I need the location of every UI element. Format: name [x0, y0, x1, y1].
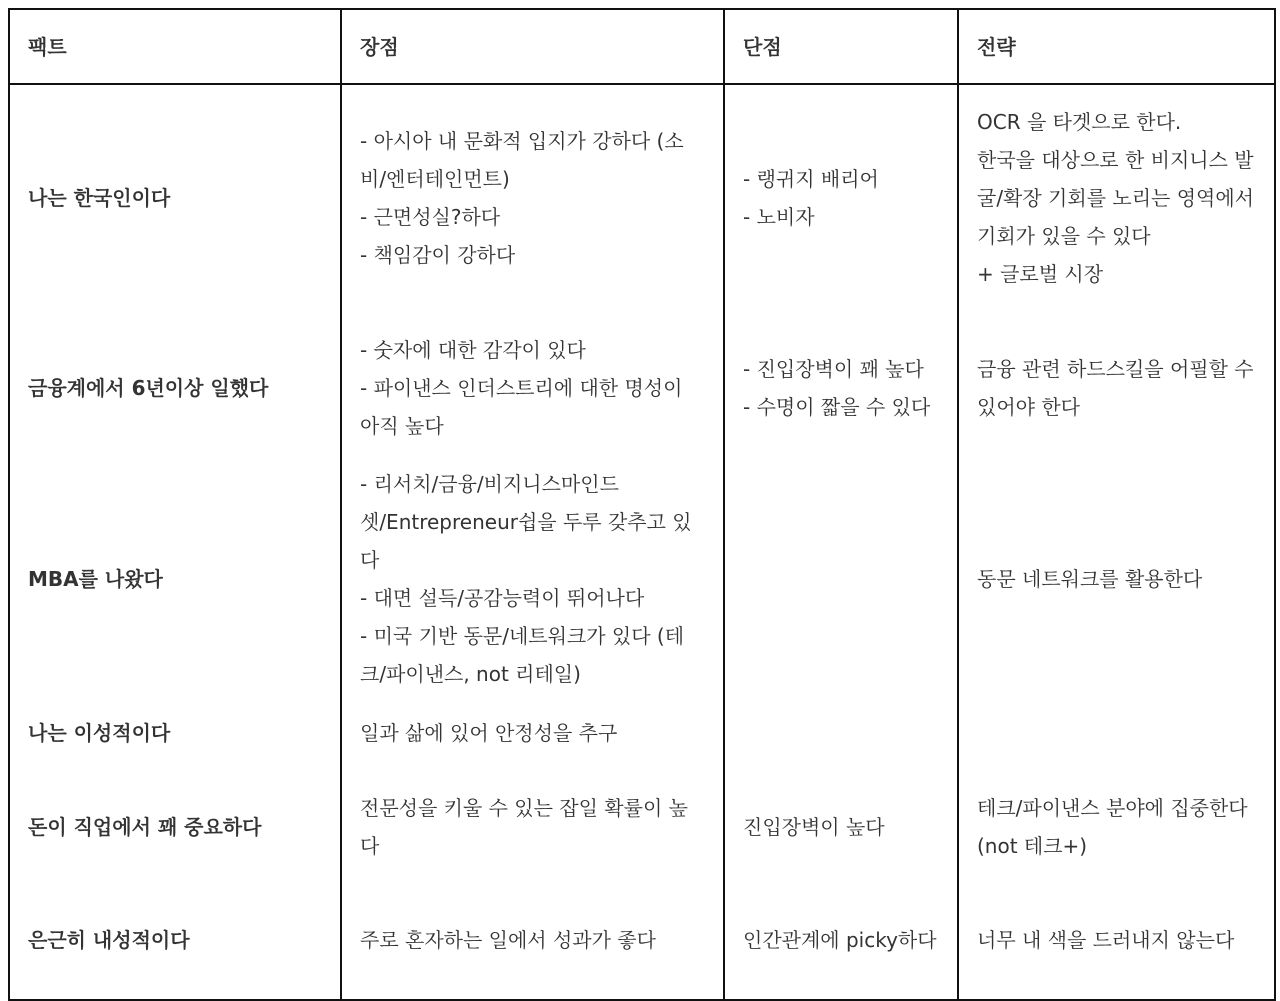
cons-line: - 진입장벽이 꽤 높다: [743, 357, 924, 381]
header-cons: 단점: [724, 9, 958, 84]
pros-line: - 아시아 내 문화적 입지가 강하다 (소비/엔터테인먼트): [360, 129, 684, 191]
strategy-line: + 글로벌 시장: [977, 262, 1104, 286]
fact-cell: MBA를 나왔다: [9, 465, 341, 693]
table-row: [9, 693, 1275, 773]
strategy-cell: [958, 465, 1275, 693]
header-strategy: 전략: [958, 9, 1275, 84]
pros-line: - 미국 기반 동문/네트워크가 있다 (테크/파이낸스, not 리테일): [360, 624, 685, 686]
pros-line: - 대면 설득/공감능력이 뛰어나다: [360, 586, 645, 610]
strategy-line: 테크/파이낸스 분야에 집중한다 (not 테크+): [977, 796, 1248, 858]
cons-line: - 수명이 짧을 수 있다: [743, 395, 931, 419]
cons-line: 진입장벽이 높다: [743, 815, 885, 839]
pros-line: 전문성을 키울 수 있는 잡일 확률이 높다: [360, 796, 688, 858]
strategy-line: 금융 관련 하드스킬을 어필할 수 있어야 한다: [977, 357, 1254, 419]
table-row: [9, 881, 1275, 1000]
strategy-line: OCR 을 타겟으로 한다.: [977, 110, 1182, 134]
pros-cell: [341, 773, 724, 881]
cons-cell: [724, 311, 958, 465]
pros-line: - 파이낸스 인더스트리에 대한 명성이 아직 높다: [360, 376, 683, 438]
pros-line: 주로 혼자하는 일에서 성과가 좋다: [360, 928, 656, 952]
cons-line: 인간관계에 picky하다: [743, 928, 937, 952]
pros-cell: [341, 465, 724, 693]
pros-cell: [341, 693, 724, 773]
pros-line: - 책임감이 강하다: [360, 243, 516, 267]
pros-line: - 리서치/금융/비지니스마인드셋/Entrepreneur쉽을 두루 갖추고 있다: [360, 472, 692, 572]
table-row: [9, 773, 1275, 881]
pros-line: - 숫자에 대한 감각이 있다: [360, 338, 586, 362]
strategy-line: 너무 내 색을 드러내지 않는다: [977, 928, 1235, 952]
cons-cell: [724, 465, 958, 693]
cons-cell: [724, 84, 958, 311]
fact-cell: 금융계에서 6년이상 일했다: [9, 311, 341, 465]
pros-line: 일과 삶에 있어 안정성을 추구: [360, 721, 618, 745]
strategy-cell: [958, 693, 1275, 773]
fact-cell: 나는 한국인이다: [9, 84, 341, 311]
fact-cell: 돈이 직업에서 꽤 중요하다: [9, 773, 341, 881]
strategy-line: 동문 네트워크를 활용한다: [977, 567, 1203, 591]
strategy-cell: [958, 311, 1275, 465]
cons-cell: [724, 693, 958, 773]
table-row: [9, 465, 1275, 693]
cons-line: - 노비자: [743, 205, 815, 229]
pros-cell: [341, 84, 724, 311]
strategy-line: 한국을 대상으로 한 비지니스 발굴/확장 기회를 노리는 영역에서 기회가 있을 수 있다: [977, 148, 1254, 248]
strategy-cell: [958, 881, 1275, 1000]
pros-line: - 근면성실?하다: [360, 205, 501, 229]
facts-table: [8, 8, 1276, 1001]
table-row: [9, 84, 1275, 311]
header-row: [9, 9, 1275, 84]
cons-line: - 랭귀지 배리어: [743, 167, 879, 191]
pros-cell: [341, 311, 724, 465]
strategy-cell: [958, 84, 1275, 311]
pros-cell: [341, 881, 724, 1000]
fact-cell: 은근히 내성적이다: [9, 881, 341, 1000]
header-pros: 장점: [341, 9, 724, 84]
cons-cell: [724, 773, 958, 881]
strategy-cell: [958, 773, 1275, 881]
table-row: [9, 311, 1275, 465]
fact-cell: 나는 이성적이다: [9, 693, 341, 773]
cons-cell: [724, 881, 958, 1000]
header-fact: 팩트: [9, 9, 341, 84]
